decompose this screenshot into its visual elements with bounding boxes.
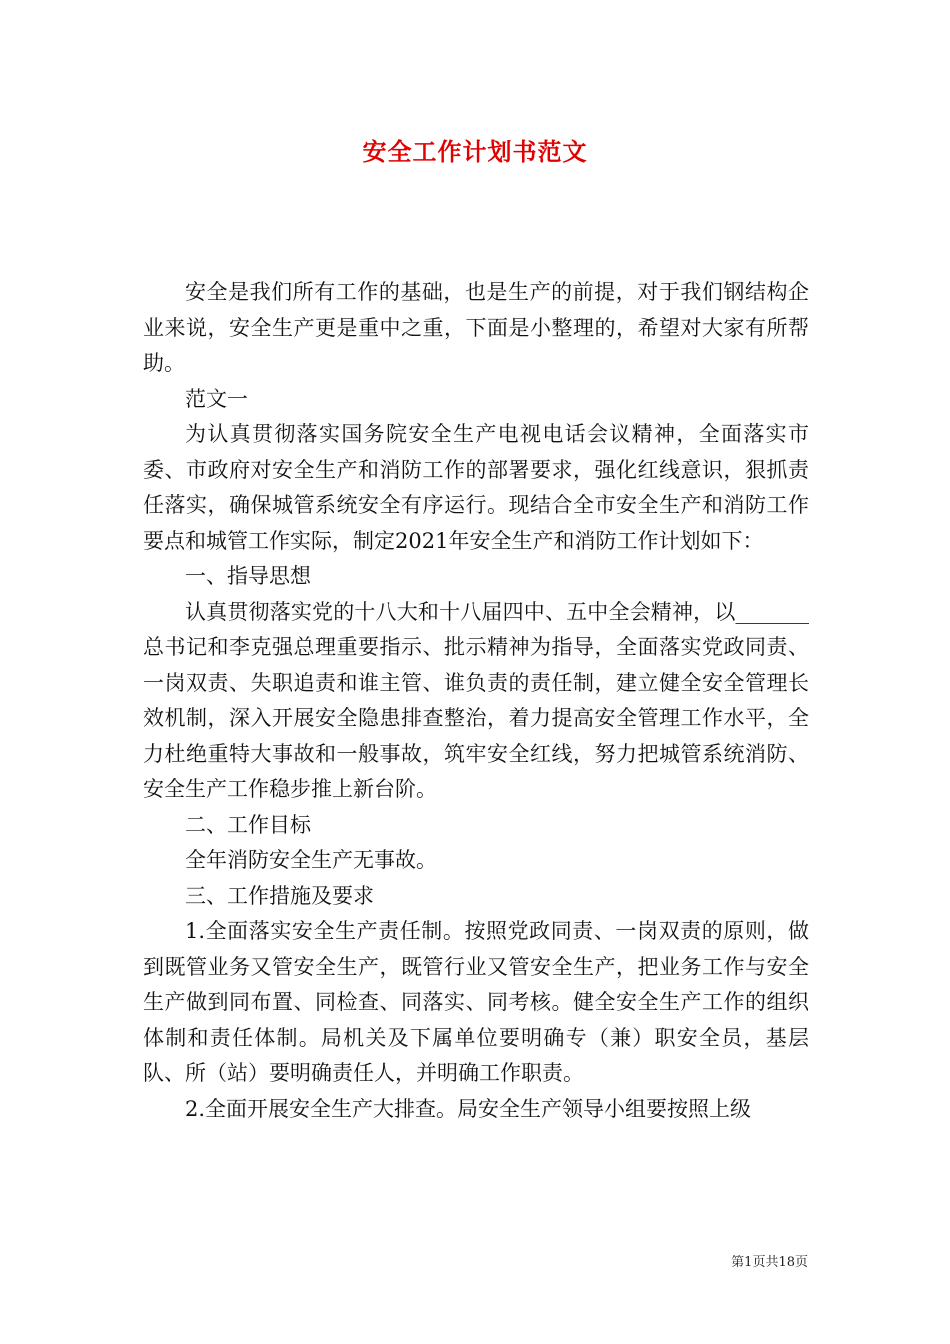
paragraph-measure-1: 1.全面落实安全生产责任制。按照党政同责、一岗双责的原则，做到既管业务又管安全生产，既管行业又管安全生产，把业务工作与安全生产做到同布置、同检查、同落实、同考核。健全安全生产工作的组织体制和责任体制。局机关及下属单位要明确专（兼）职安全员，基层队、所（站）要明确责任人，并明确工作职责。 bbox=[143, 919, 809, 1085]
paragraph-intro: 安全是我们所有工作的基础，也是生产的前提，对于我们钢结构企业来说，安全生产更是重中之重，下面是小整理的，希望对大家有所帮助。 bbox=[143, 280, 809, 375]
paragraph-guiding-thought: 认真贯彻落实党的十八大和十八届四中、五中全会精神，以_______总书记和李克强总理重要指示、批示精神为指导，全面落实党政同责、一岗双责、失职追责和谁主管、谁负责的责任制，建立健全安全管理长效机制，深入开展安全隐患排查整治，着力提高安全管理工作水平，全力杜绝重特大事故和一般事故，筑牢安全红线，努力把城管系统消防、安全生产工作稳步推上新台阶。 bbox=[143, 599, 809, 801]
paragraph-work-goal: 全年消防安全生产无事故。 bbox=[185, 848, 437, 872]
paragraph-measure-2: 2.全面开展安全生产大排查。局安全生产领导小组要按照上级 bbox=[185, 1096, 752, 1121]
page-number-footer: 第1页共18页 bbox=[731, 1255, 808, 1270]
section-heading-work-goal: 二、工作目标 bbox=[185, 812, 311, 837]
paragraph-sample-heading: 范文一 bbox=[185, 386, 248, 411]
document-body bbox=[143, 275, 809, 1127]
document-title: 安全工作计划书范文 bbox=[362, 137, 588, 166]
section-heading-measures: 三、工作措施及要求 bbox=[185, 883, 374, 908]
section-heading-guiding-thought: 一、指导思想 bbox=[185, 564, 311, 588]
paragraph-purpose: 为认真贯彻落实国务院安全生产电视电话会议精神，全面落实市委、市政府对安全生产和消防工作的部署要求，强化红线意识，狠抓责任落实，确保城管系统安全有序运行。现结合全市安全生产和消防工作要点和城管工作实际，制定2021年安全生产和消防工作计划如下： bbox=[143, 422, 809, 553]
